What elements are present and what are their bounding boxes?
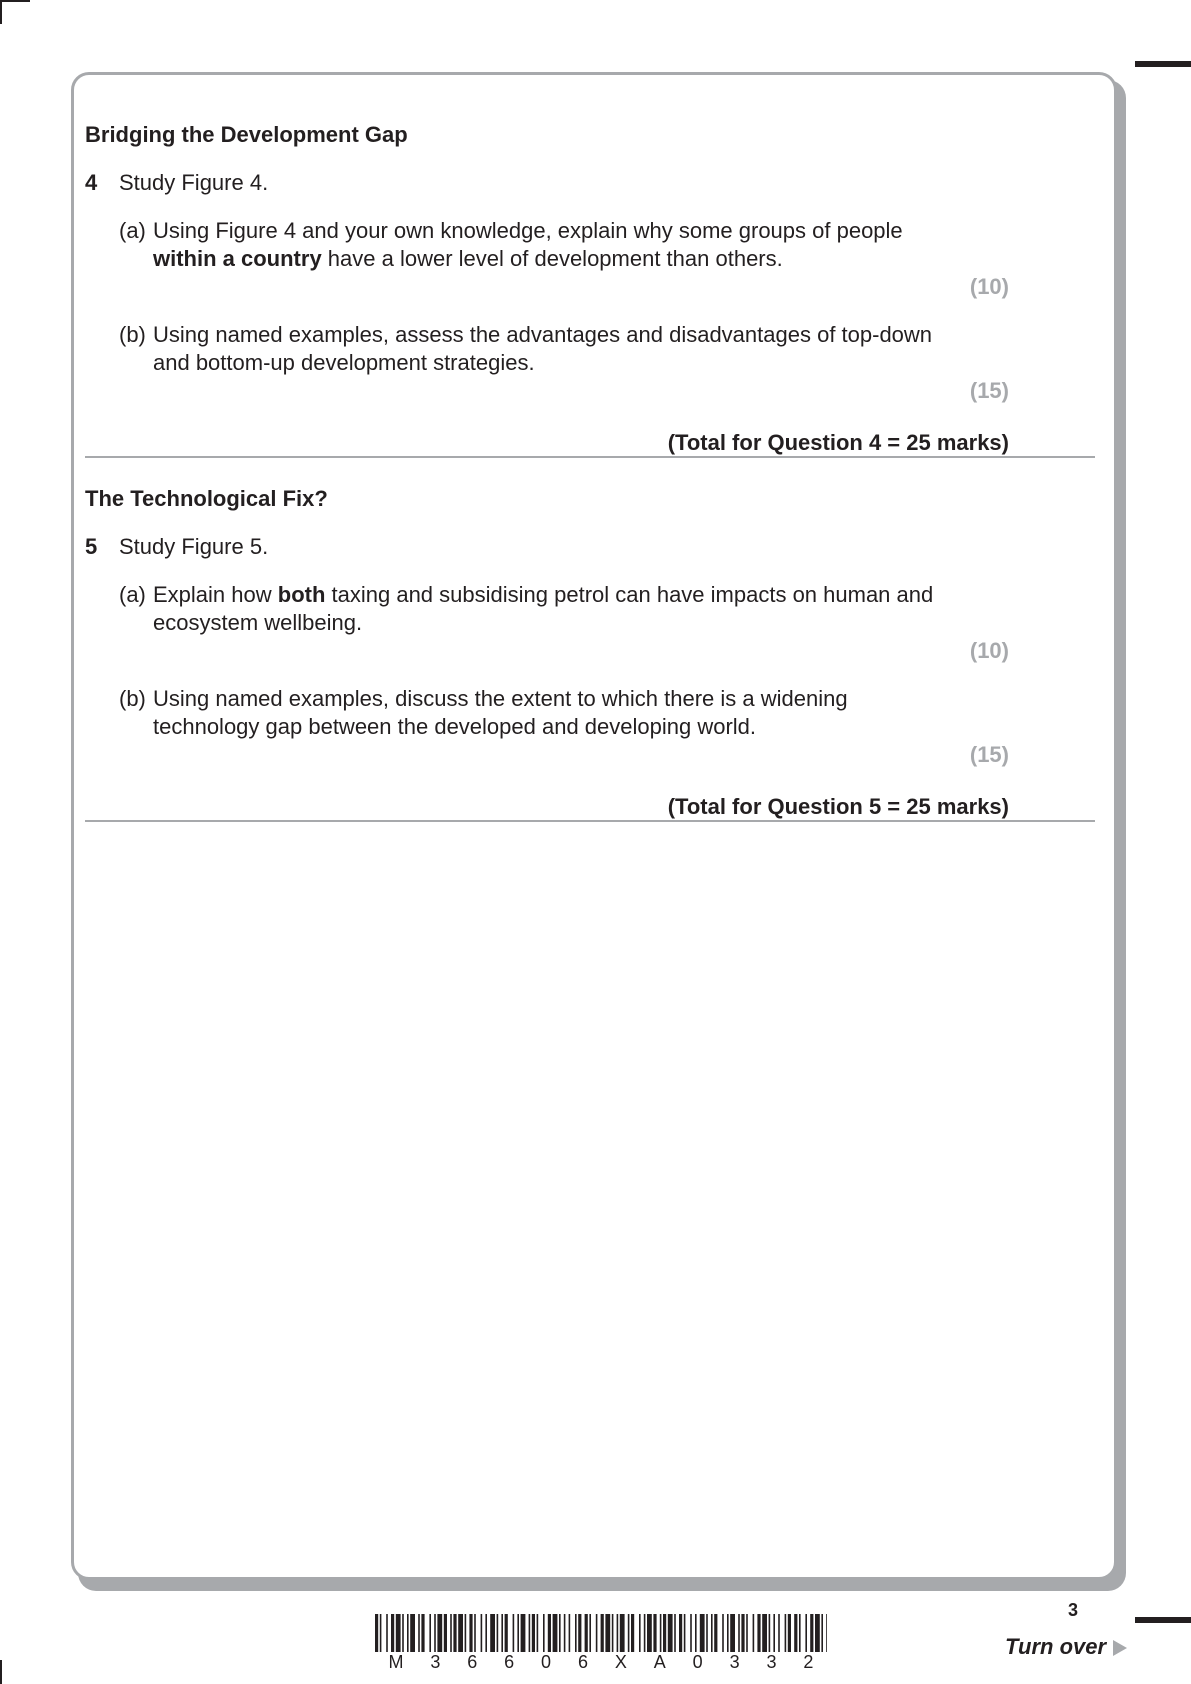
barcode-bar — [429, 1614, 431, 1652]
barcode-bar — [450, 1614, 452, 1652]
barcode-bar — [805, 1614, 807, 1652]
section-heading-development-gap: Bridging the Development Gap — [85, 122, 408, 147]
barcode-bar — [741, 1614, 744, 1652]
barcode-char: 3 — [766, 1652, 777, 1672]
barcode-bar — [501, 1614, 503, 1652]
barcode-bar — [746, 1614, 748, 1652]
barcode-bar — [521, 1614, 526, 1652]
barcode-bar — [785, 1614, 787, 1652]
barcode-bar — [391, 1614, 394, 1652]
barcode-bar — [513, 1614, 515, 1652]
part-5a-marks: (10) — [969, 638, 1009, 663]
part-5a-emphasis: both — [277, 582, 326, 607]
barcode-bar — [674, 1614, 676, 1652]
crop-mark-top-left-v — [0, 0, 2, 24]
barcode-bar — [668, 1614, 673, 1652]
barcode-bar — [601, 1614, 604, 1652]
barcode-bar — [639, 1614, 641, 1652]
barcode-bar — [631, 1614, 634, 1652]
play-arrow-icon — [1113, 1640, 1127, 1656]
part-4a-line1: Using Figure 4 and your own knowledge, explain why some groups of people — [153, 218, 903, 243]
barcode-bar — [810, 1614, 813, 1652]
barcode-char: 0 — [541, 1652, 552, 1672]
barcode-bar — [490, 1614, 495, 1652]
barcode-bar — [434, 1614, 436, 1652]
barcode-bar — [386, 1614, 388, 1652]
part-5b-line2: technology gap between the developed and developing world. — [153, 714, 757, 739]
barcode-bar — [437, 1614, 442, 1652]
barcode-bar — [753, 1614, 755, 1652]
barcode-bar — [714, 1614, 717, 1652]
barcode-bar — [788, 1614, 791, 1652]
part-4a-label: (a) — [119, 218, 146, 243]
barcode-bar — [617, 1614, 619, 1652]
barcode-bar — [380, 1614, 382, 1652]
barcode-bar — [529, 1614, 531, 1652]
barcode-bar — [815, 1614, 820, 1652]
barcode-bar — [444, 1614, 447, 1652]
barcode-char: A — [653, 1652, 666, 1672]
barcode-bar — [418, 1614, 420, 1652]
barcode-bar — [559, 1614, 561, 1652]
barcode-bar — [396, 1614, 401, 1652]
part-4b-line1: Using named examples, assess the advantages and disadvantages of top-down — [153, 322, 933, 347]
barcode-bar — [628, 1614, 630, 1652]
part-4a-line2-rest: have a lower level of development than others. — [321, 246, 783, 271]
part-5b-marks: (15) — [969, 742, 1009, 767]
barcode-bar — [578, 1614, 581, 1652]
barcode-number — [375, 1652, 827, 1673]
barcode-bar — [402, 1614, 404, 1652]
barcode-bar — [375, 1614, 378, 1652]
barcode-bar — [605, 1614, 610, 1652]
barcode-bar — [569, 1614, 571, 1652]
barcode-bar — [532, 1614, 535, 1652]
barcode-bar — [706, 1614, 708, 1652]
barcode-bar — [821, 1614, 823, 1652]
part-5a-line2: ecosystem wellbeing. — [153, 610, 363, 635]
barcode-bar — [465, 1614, 467, 1652]
barcode-bar — [537, 1614, 539, 1652]
question-4-divider — [85, 456, 1095, 458]
barcode-bar — [794, 1614, 797, 1652]
part-5b-line1: Using named examples, discuss the extent to which there is a widening — [153, 686, 848, 711]
barcode-bar — [564, 1614, 566, 1652]
barcode-bar — [548, 1614, 551, 1652]
barcode-bar — [711, 1614, 713, 1652]
barcode-bar — [762, 1614, 767, 1652]
question-4-total: (Total for Question 4 = 25 marks) — [667, 430, 1009, 455]
barcode-bar — [773, 1614, 775, 1652]
barcode-bar — [469, 1614, 472, 1652]
barcode-bar — [695, 1614, 697, 1652]
barcode-bar — [543, 1614, 545, 1652]
question-5-intro: Study Figure 5. — [119, 534, 269, 559]
part-4a-emphasis: within a country — [153, 246, 322, 271]
barcode-bar — [799, 1614, 801, 1652]
barcode-bar — [517, 1614, 519, 1652]
question-5-total: (Total for Question 5 = 25 marks) — [667, 794, 1009, 819]
question-4-intro: Study Figure 4. — [119, 170, 269, 195]
barcode-bar — [727, 1614, 729, 1652]
barcode-bar — [596, 1614, 598, 1652]
question-number-4: 4 — [85, 170, 98, 195]
barcode-bar — [684, 1614, 686, 1652]
barcode-bar — [757, 1614, 760, 1652]
section-heading-technological-fix: The Technological Fix? — [85, 486, 328, 511]
barcode-char: 6 — [504, 1652, 515, 1672]
barcode-bar — [738, 1614, 740, 1652]
part-4b-label: (b) — [119, 322, 146, 347]
barcode-bar — [778, 1614, 780, 1652]
barcode-bar — [612, 1614, 614, 1652]
crop-mark-top-left-h — [0, 0, 30, 2]
part-4a-line2 — [153, 245, 783, 273]
crop-mark-bottom-left-v — [0, 1660, 2, 1684]
barcode-bar — [421, 1614, 424, 1652]
barcode-char: 3 — [729, 1652, 740, 1672]
barcode-bar — [453, 1614, 456, 1652]
edge-bar-bottom-right — [1135, 1617, 1191, 1623]
part-4a-marks: (10) — [969, 274, 1009, 299]
barcode-bar — [474, 1614, 476, 1652]
part-4b-marks: (15) — [969, 378, 1009, 403]
barcode-bar — [644, 1614, 646, 1652]
barcode-bar — [485, 1614, 487, 1652]
barcode-bar — [826, 1614, 827, 1652]
barcode-bar — [730, 1614, 735, 1652]
barcode-bar — [481, 1614, 483, 1652]
barcode-bar — [575, 1614, 577, 1652]
part-5b-label: (b) — [119, 686, 146, 711]
barcode-bar — [769, 1614, 771, 1652]
barcode-bar — [663, 1614, 666, 1652]
question-number-5: 5 — [85, 534, 98, 559]
barcode-bar — [679, 1614, 682, 1652]
barcode-bar — [589, 1614, 591, 1652]
question-5-divider — [85, 820, 1095, 822]
barcode-char: X — [614, 1652, 627, 1672]
part-5a-line1 — [153, 581, 933, 609]
barcode-char: 6 — [577, 1652, 588, 1672]
barcode-bar — [620, 1614, 625, 1652]
part-5a-label: (a) — [119, 582, 146, 607]
barcode-char: M — [388, 1652, 404, 1672]
barcode-char: 6 — [467, 1652, 478, 1672]
barcode-bar — [553, 1614, 558, 1652]
part-5a-line1-rest: taxing and subsidising petrol can have impacts on human and — [325, 582, 934, 607]
barcode-bar — [647, 1614, 652, 1652]
barcode-char: 2 — [803, 1652, 814, 1672]
turn-over-label: Turn over — [1005, 1634, 1107, 1659]
part-4b-line2: and bottom-up development strategies. — [153, 350, 535, 375]
barcode-bar — [690, 1614, 692, 1652]
barcode-char: 0 — [692, 1652, 703, 1672]
part-5a-line1-pre: Explain how — [153, 582, 278, 607]
barcode-bar — [653, 1614, 656, 1652]
barcode-bar — [585, 1614, 588, 1652]
page-number: 3 — [1068, 1600, 1079, 1620]
barcode-bar — [700, 1614, 705, 1652]
barcode-bar — [660, 1614, 662, 1652]
barcode-bar — [497, 1614, 499, 1652]
edge-bar-top-right — [1135, 61, 1191, 67]
barcode-bar — [505, 1614, 508, 1652]
barcode-bar — [458, 1614, 463, 1652]
barcode-bar — [722, 1614, 724, 1652]
barcode-char: 3 — [430, 1652, 441, 1672]
barcode-bar — [410, 1614, 415, 1652]
barcode-bar — [407, 1614, 409, 1652]
